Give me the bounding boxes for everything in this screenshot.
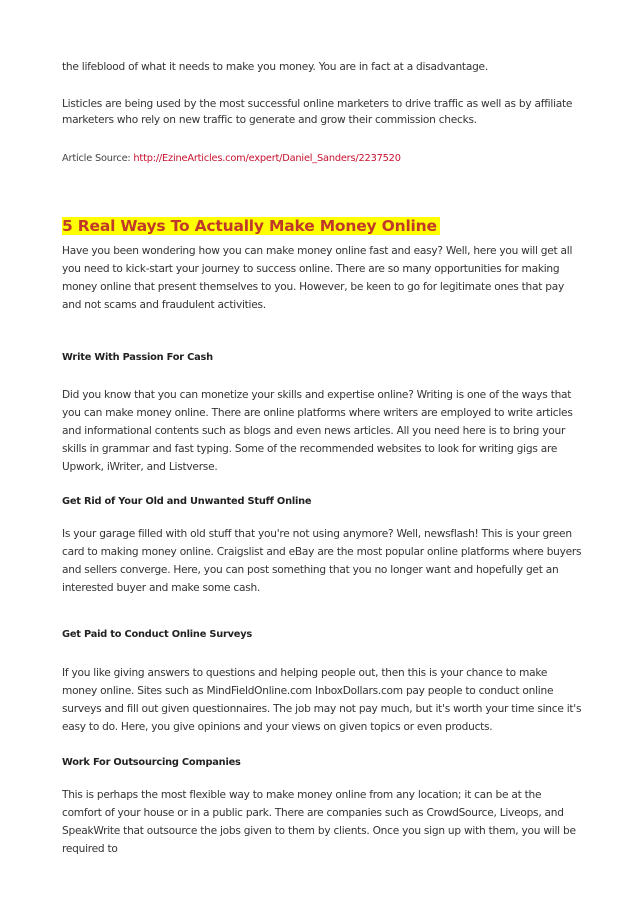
article-title-text: 5 Real Ways To Actually Make Money Online xyxy=(62,217,440,235)
paragraph-writing: Did you know that you can monetize your skills and expertise online? Writing is one of the ways that you can make money online. There are online platforms where writers are employed to write articles and informational contents such as blogs and even news articles. All you need here is to bring your skills in grammar and fast typing. Some of the recommended websites to look for writing gigs are Upwork, iWriter, and Listverse. xyxy=(62,389,573,473)
heading-get-rid-of-stuff: Get Rid of Your Old and Unwanted Stuff Online xyxy=(62,496,312,507)
paragraph-listicles: Listicles are being used by the most successful online marketers to drive traffic as well as by affiliate marketers who rely on new traffic to generate and grow their commission checks. xyxy=(62,98,573,126)
paragraph-outsourcing: This is perhaps the most flexible way to make money online from any location; it can be at the comfort of your house or in a public park. There are companies such as CrowdSource, Liveops, and SpeakWrite that outsource the jobs given to them by clients. Once you sign up with them, you will be required to xyxy=(62,789,576,855)
article-source xyxy=(62,152,582,166)
article-source-label: Article Source: xyxy=(62,153,131,164)
article-source-link[interactable]: http://EzineArticles.com/expert/Daniel_Sanders/2237520 xyxy=(133,153,401,164)
paragraph-intro: Have you been wondering how you can make money online fast and easy? Well, here you will get all you need to kick-start your journey to success online. There are so many opportunities for making money online that present themselves to you. However, be keen to go for legitimate ones that pay and not scams and fraudulent activities. xyxy=(62,245,573,311)
heading-write-with-passion: Write With Passion For Cash xyxy=(62,352,213,363)
heading-outsourcing: Work For Outsourcing Companies xyxy=(62,757,241,768)
heading-online-surveys: Get Paid to Conduct Online Surveys xyxy=(62,629,253,640)
paragraph-garage: Is your garage filled with old stuff that you're not using anymore? Well, newsflash! This is your green card to making money online. Craigslist and eBay are the most popular online platforms where buyers and sellers converge. Here, you can post something that you no longer want and hopefully get an interested buyer and make some cash. xyxy=(62,528,582,594)
paragraph-surveys: If you like giving answers to questions and helping people out, then this is your chance to make money online. Sites such as MindFieldOnline.com InboxDollars.com pay people to conduct online surveys and fill out given questionnaires. The job may not pay much, but it's worth your time since it's easy to do. Here, you give opinions and your views on given topics or even products. xyxy=(62,667,582,733)
article-title xyxy=(62,216,582,236)
paragraph-lifeblood: the lifeblood of what it needs to make you money. You are in fact at a disadvantage. xyxy=(62,61,488,73)
